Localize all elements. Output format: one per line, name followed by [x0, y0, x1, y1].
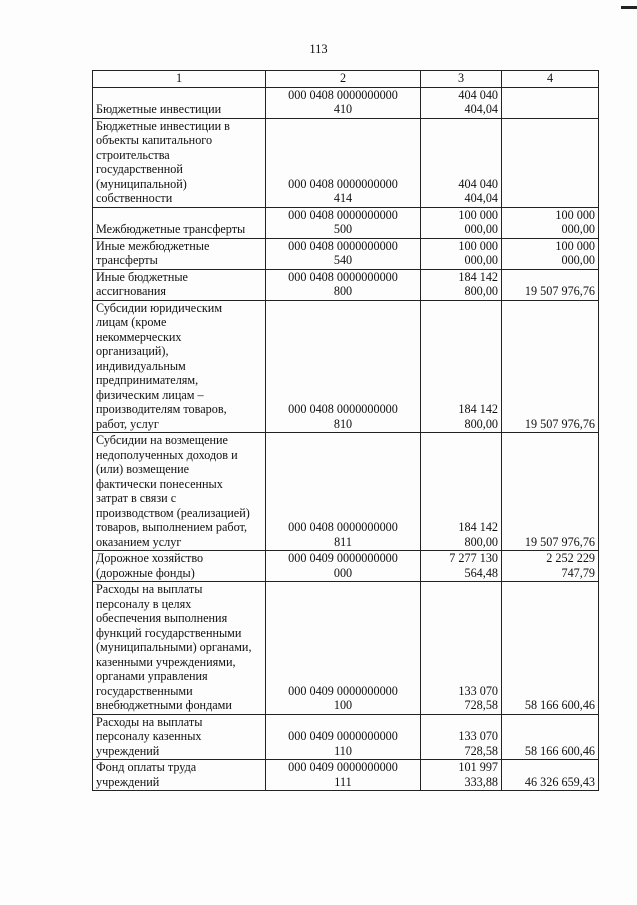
corner-mark: [621, 6, 637, 9]
table-row: [93, 118, 599, 207]
budget-code-cell: [266, 269, 421, 300]
item-name-line: учреждений: [96, 774, 160, 789]
amount-column-3-line: 133 070: [458, 683, 498, 698]
item-name-line: Субсидии на возмещение: [96, 433, 228, 447]
amount-column-4-cell: [502, 300, 599, 433]
item-name-line: индивидуальным: [96, 358, 186, 373]
item-name-line: функций государственными: [96, 625, 242, 640]
budget-code-line: 000 0409 0000000000: [288, 760, 398, 774]
item-name-cell: [93, 269, 266, 300]
table-row: [93, 582, 599, 715]
column-header-4: 4: [502, 71, 599, 88]
amount-column-3-line: 184 142: [458, 520, 498, 534]
amount-column-4-line: 000,00: [561, 253, 595, 267]
budget-code-cell: [266, 238, 421, 269]
amount-column-3-line: 000,00: [464, 253, 498, 267]
amount-column-4-cell: [502, 760, 599, 791]
item-name-line: Расходы на выплаты: [96, 582, 203, 596]
budget-code-cell: [266, 300, 421, 433]
item-name-line: (муниципальной): [96, 176, 187, 191]
amount-column-3-line: 000,00: [464, 222, 498, 236]
budget-code-line: 110: [334, 743, 352, 758]
item-name-cell: [93, 238, 266, 269]
item-name-line: объекты капитального: [96, 133, 213, 147]
item-name-cell: [93, 760, 266, 791]
amount-column-3-cell: [421, 551, 502, 582]
item-name-line: обеспечения выполнения: [96, 611, 228, 625]
budget-code-cell: [266, 760, 421, 791]
column-header-2: 2: [266, 71, 421, 88]
budget-code-cell: [266, 118, 421, 207]
amount-column-3-line: 100 000: [458, 238, 498, 253]
amount-column-4-line: 100 000: [555, 207, 595, 222]
amount-column-3-line: 564,48: [464, 565, 498, 580]
amount-column-3-line: 184 142: [458, 269, 498, 284]
amount-column-4-cell: [502, 87, 599, 118]
item-name-line: недополученных доходов и: [96, 447, 238, 462]
column-header-1: 1: [93, 71, 266, 88]
budget-code-cell: [266, 714, 421, 760]
item-name-line: внебюджетными фондами: [96, 698, 232, 712]
item-name-line: персоналу казенных: [96, 729, 202, 743]
budget-code-line: 540: [333, 253, 353, 267]
item-name-cell: [93, 433, 266, 551]
amount-column-3-cell: [421, 433, 502, 551]
item-name-line: Бюджетные инвестиции: [96, 102, 222, 116]
budget-code-line: 000 0408 0000000000: [288, 269, 398, 284]
amount-column-3-line: 133 070: [458, 729, 498, 743]
budget-code-line: 810: [333, 416, 353, 431]
item-name-line: некоммерческих: [96, 329, 182, 344]
amount-column-4-cell: [502, 118, 599, 207]
budget-code-line: 000 0408 0000000000: [288, 238, 398, 253]
item-name-line: персоналу в целях: [96, 596, 192, 611]
budget-code-line: 000 0408 0000000000: [288, 87, 398, 102]
item-name-line: собственности: [96, 191, 173, 205]
amount-column-4-cell: [502, 207, 599, 238]
amount-column-3-cell: [421, 269, 502, 300]
item-name-line: производством (реализацией): [96, 505, 250, 520]
item-name-line: затрат в связи с: [96, 491, 177, 505]
item-name-cell: [93, 300, 266, 433]
amount-column-4-cell: [502, 269, 599, 300]
table-row: [93, 269, 599, 300]
amount-column-3-cell: [421, 207, 502, 238]
item-name-line: Дорожное хозяйство: [96, 551, 204, 565]
item-name-line: физическим лицам –: [96, 387, 204, 402]
header-row: [93, 71, 599, 88]
item-name-line: (муниципальными) органами,: [96, 640, 252, 654]
item-name-cell: [93, 207, 266, 238]
amount-column-3-line: 404,04: [464, 102, 498, 116]
item-name-line: государственными: [96, 683, 193, 698]
item-name-line: предпринимателям,: [96, 373, 199, 387]
amount-column-4-line: 58 166 600,46: [524, 743, 595, 758]
amount-column-3-line: 333,88: [464, 774, 498, 789]
item-name-line: учреждений: [96, 743, 160, 758]
amount-column-4-line: 58 166 600,46: [524, 698, 595, 712]
table-row: [93, 551, 599, 582]
amount-column-4-line: 19 507 976,76: [524, 284, 595, 298]
amount-column-4-line: 46 326 659,43: [524, 774, 595, 789]
item-name-line: Бюджетные инвестиции в: [96, 118, 230, 133]
budget-code-line: 000: [333, 565, 353, 580]
item-name-cell: [93, 582, 266, 715]
budget-code-line: 111: [334, 774, 352, 789]
budget-code-line: 000 0408 0000000000: [288, 176, 398, 191]
amount-column-3-cell: [421, 118, 502, 207]
amount-column-4-cell: [502, 551, 599, 582]
amount-column-3-line: 100 000: [458, 207, 498, 222]
amount-column-4-cell: [502, 582, 599, 715]
table-row: [93, 714, 599, 760]
item-name-cell: [93, 87, 266, 118]
budget-code-line: 811: [334, 534, 352, 549]
table-body: [93, 87, 599, 791]
amount-column-3-line: 404 040: [458, 176, 498, 191]
item-name-line: фактически понесенных: [96, 476, 223, 491]
amount-column-3-line: 404,04: [464, 191, 498, 205]
budget-table: [92, 70, 599, 791]
item-name-line: товаров, выполнением работ,: [96, 520, 248, 534]
table-row: [93, 300, 599, 433]
amount-column-3-line: 728,58: [464, 743, 498, 758]
item-name-line: трансферты: [96, 253, 158, 267]
table-row: [93, 238, 599, 269]
budget-code-line: 500: [333, 222, 353, 236]
amount-column-3-cell: [421, 238, 502, 269]
budget-code-line: 000 0409 0000000000: [288, 729, 398, 743]
budget-code-cell: [266, 582, 421, 715]
column-header-3: 3: [421, 71, 502, 88]
item-name-line: ассигнования: [96, 284, 167, 298]
amount-column-3-line: 7 277 130: [449, 551, 498, 565]
item-name-line: строительства: [96, 147, 170, 162]
amount-column-3-line: 800,00: [464, 416, 498, 431]
budget-code-line: 414: [333, 191, 353, 205]
amount-column-3-line: 404 040: [458, 87, 498, 102]
budget-code-cell: [266, 87, 421, 118]
item-name-line: оказанием услуг: [96, 534, 182, 549]
table-row: [93, 207, 599, 238]
amount-column-3-cell: [421, 582, 502, 715]
amount-column-3-line: 101 997: [458, 760, 498, 774]
item-name-line: Субсидии юридическим: [96, 300, 223, 315]
item-name-line: государственной: [96, 162, 183, 176]
page-number: 113: [309, 42, 328, 56]
amount-column-4-line: 100 000: [555, 238, 595, 253]
item-name-line: (или) возмещение: [96, 462, 190, 476]
table-row: [93, 87, 599, 118]
amount-column-3-cell: [421, 300, 502, 433]
budget-code-cell: [266, 551, 421, 582]
budget-code-line: 000 0408 0000000000: [288, 520, 398, 534]
item-name-cell: [93, 118, 266, 207]
item-name-cell: [93, 714, 266, 760]
table-row: [93, 760, 599, 791]
budget-code-line: 100: [333, 698, 353, 712]
budget-code-line: 000 0409 0000000000: [288, 683, 398, 698]
amount-column-3-line: 800,00: [464, 284, 498, 298]
item-name-line: Межбюджетные трансферты: [96, 222, 246, 236]
item-name-cell: [93, 551, 266, 582]
budget-code-cell: [266, 433, 421, 551]
item-name-line: органами управления: [96, 669, 208, 683]
item-name-line: производителям товаров,: [96, 402, 227, 416]
amount-column-4-cell: [502, 433, 599, 551]
amount-column-3-line: 800,00: [464, 534, 498, 549]
item-name-line: Фонд оплаты труда: [96, 760, 197, 774]
item-name-line: Иные межбюджетные: [96, 238, 210, 253]
item-name-line: организаций),: [96, 344, 169, 358]
amount-column-3-cell: [421, 760, 502, 791]
budget-code-line: 000 0408 0000000000: [288, 402, 398, 416]
amount-column-4-line: 19 507 976,76: [524, 416, 595, 431]
amount-column-3-line: 728,58: [464, 698, 498, 712]
budget-code-line: 410: [333, 102, 353, 116]
amount-column-3-cell: [421, 714, 502, 760]
item-name-line: Иные бюджетные: [96, 269, 188, 284]
table-row: [93, 433, 599, 551]
item-name-line: работ, услуг: [96, 416, 159, 431]
budget-code-line: 000 0409 0000000000: [288, 551, 398, 565]
amount-column-4-cell: [502, 714, 599, 760]
item-name-line: Расходы на выплаты: [96, 714, 203, 729]
item-name-line: (дорожные фонды): [96, 565, 195, 580]
amount-column-4-cell: [502, 238, 599, 269]
budget-code-line: 000 0408 0000000000: [288, 207, 398, 222]
amount-column-4-line: 000,00: [561, 222, 595, 236]
amount-column-3-cell: [421, 87, 502, 118]
budget-code-cell: [266, 207, 421, 238]
budget-code-line: 800: [333, 284, 353, 298]
item-name-line: лицам (кроме: [96, 315, 167, 329]
amount-column-4-line: 19 507 976,76: [524, 534, 595, 549]
amount-column-4-line: 2 252 229: [546, 551, 595, 565]
amount-column-3-line: 184 142: [458, 402, 498, 416]
amount-column-4-line: 747,79: [561, 565, 595, 580]
item-name-line: казенными учреждениями,: [96, 654, 236, 669]
